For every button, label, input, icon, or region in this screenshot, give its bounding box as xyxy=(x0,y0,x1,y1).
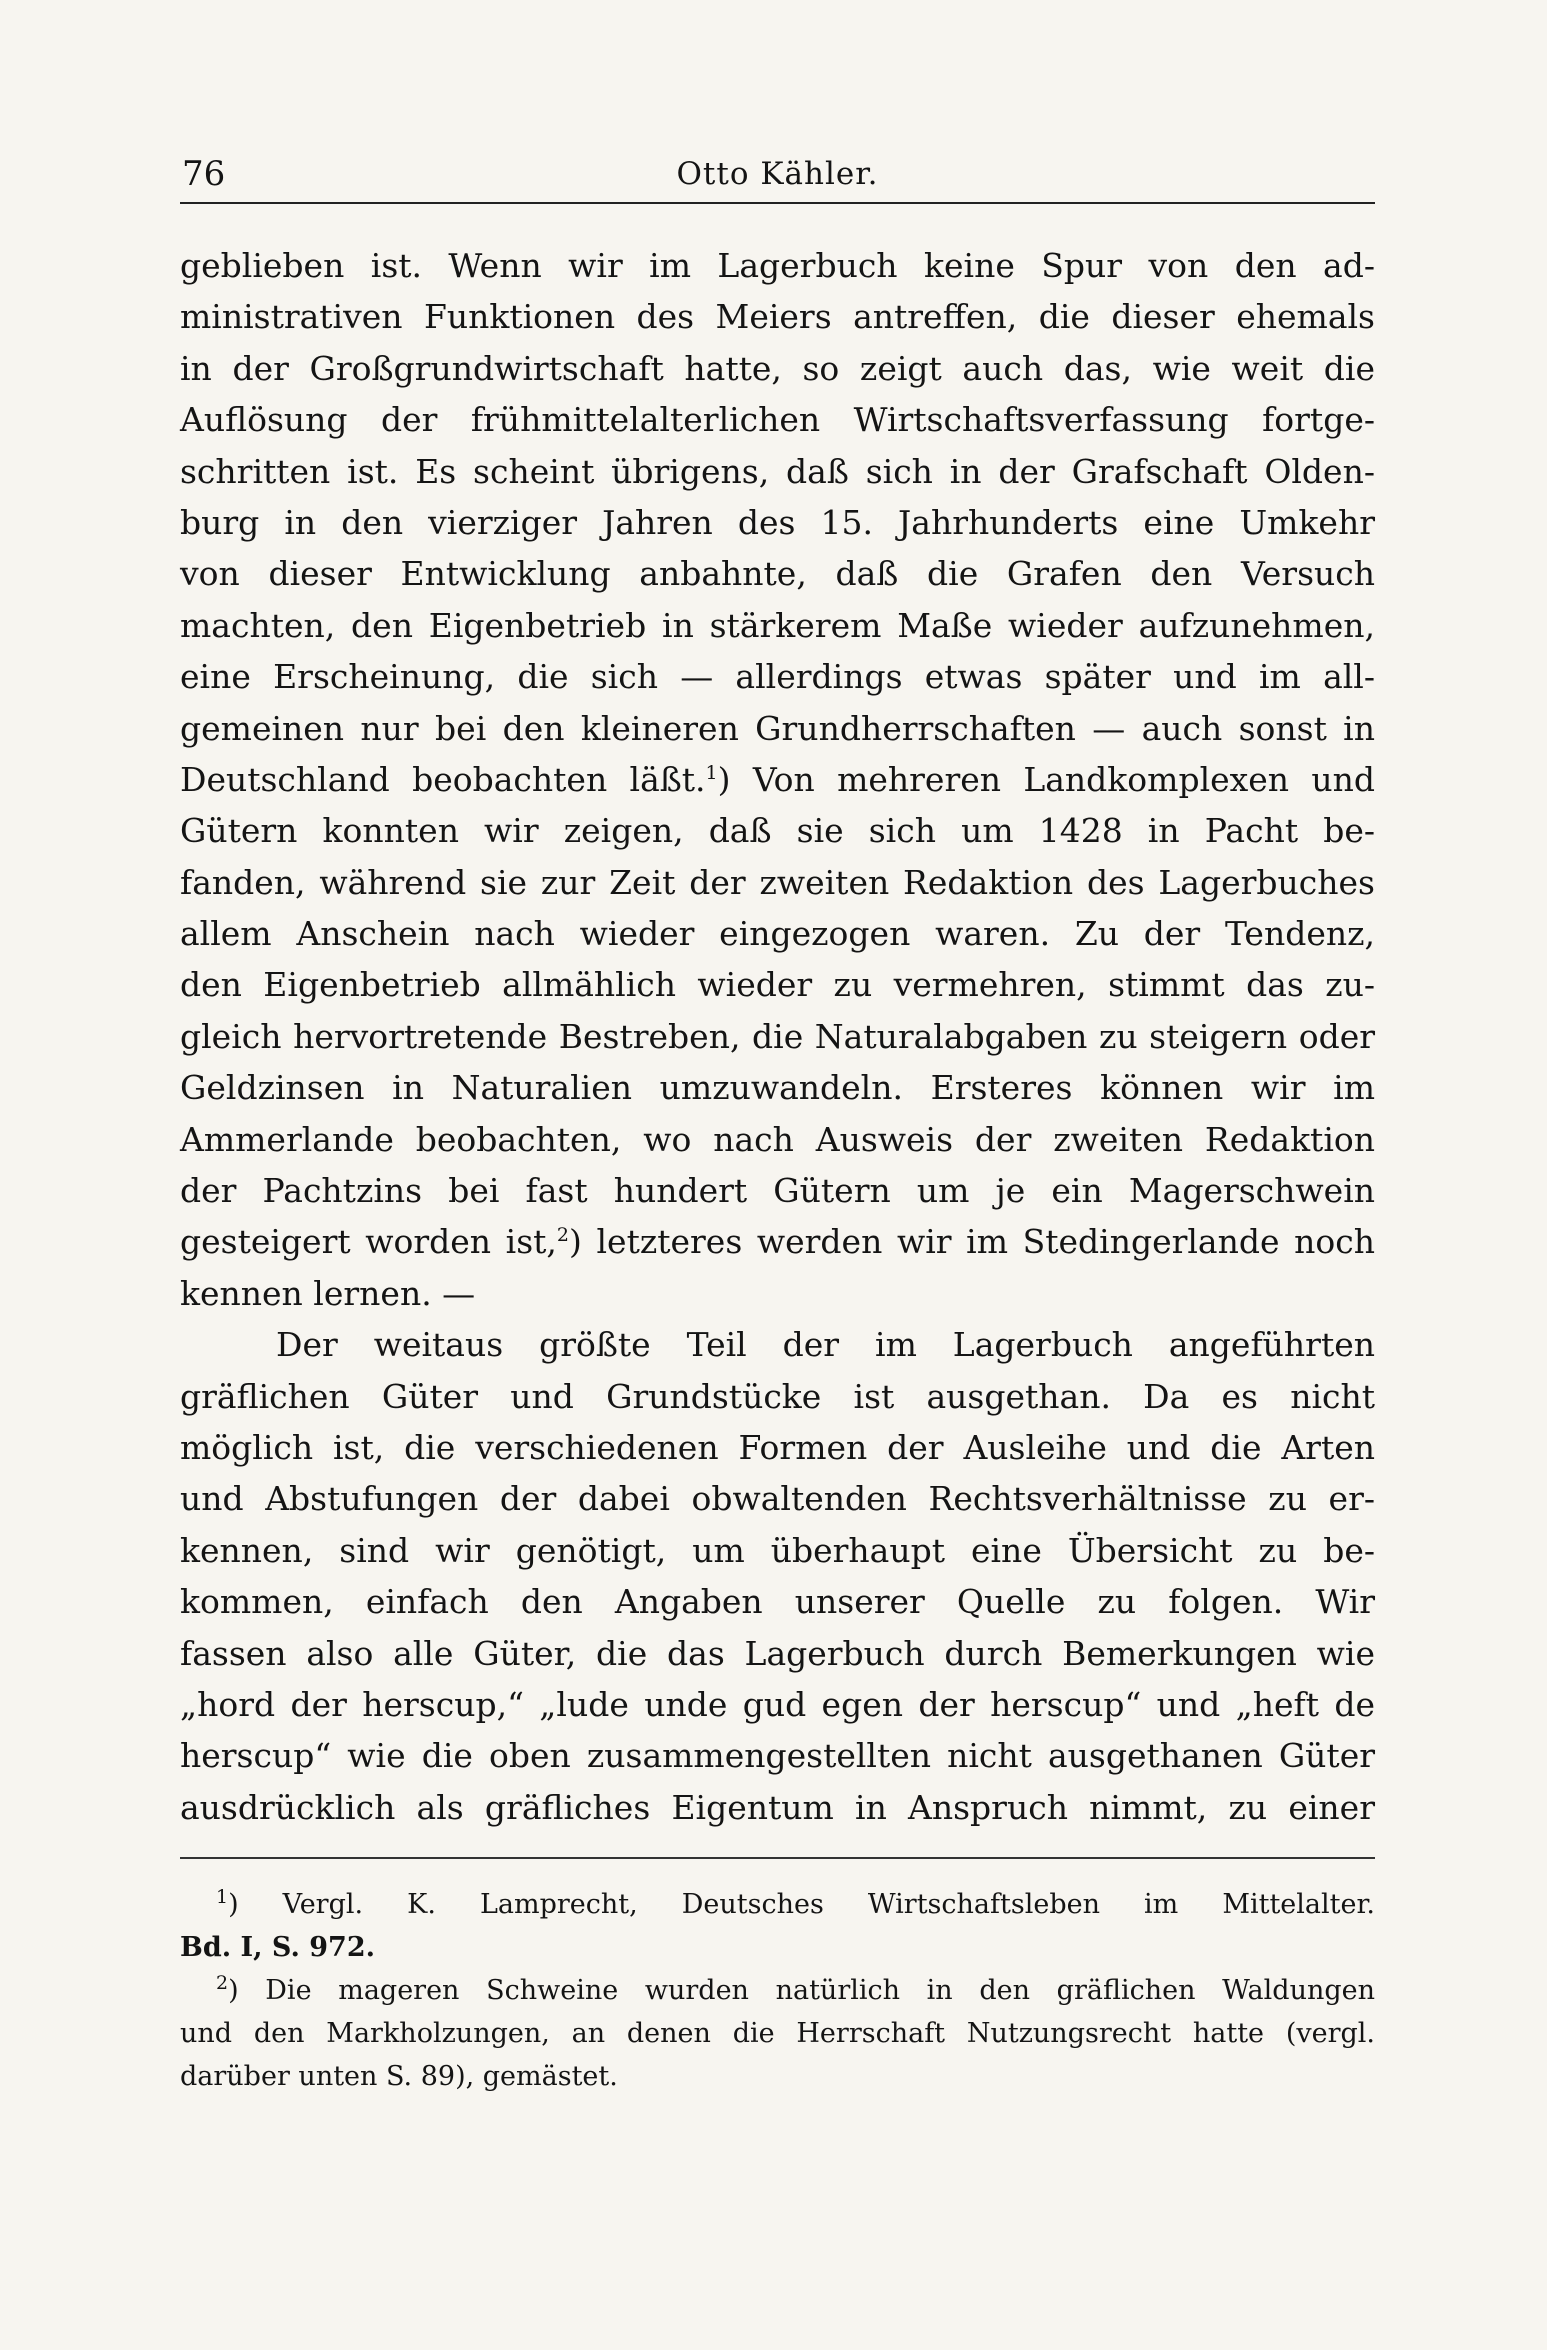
text-line: herscup“ wie die oben zusammengestellten nicht ausgethanen Güter xyxy=(180,1736,1375,1776)
text-line: schritten ist. Es scheint übrigens, daß sich in der Grafschaft Olden- xyxy=(180,451,1375,491)
running-head: Otto Kähler. xyxy=(676,156,879,192)
text-line: gleich hervortretende Bestreben, die Naturalabgaben zu steigern oder xyxy=(180,1016,1375,1056)
text-line: machten, den Eigenbetrieb in stärkerem Maße wieder aufzunehmen, xyxy=(180,605,1375,645)
footnote-reference-2[interactable]: 2 xyxy=(556,1224,569,1247)
paragraph-start-line: Der weitaus größte Teil der im Lagerbuch angeführten xyxy=(276,1325,1375,1365)
footnote-marker-1: 1 xyxy=(216,1886,229,1909)
text-segment: ) Von mehreren Landkomplexen und xyxy=(717,759,1375,799)
text-line: von dieser Entwicklung anbahnte, daß die Grafen den Versuch xyxy=(180,554,1375,594)
text-line: den Eigenbetrieb allmählich wieder zu vermehren, stimmt das zu- xyxy=(180,965,1375,1005)
text-line: gräflichen Güter und Grundstücke ist ausgethan. Da es nicht xyxy=(180,1376,1375,1416)
footnote-marker-2: 2 xyxy=(216,1972,229,1995)
text-line-with-footnote-ref xyxy=(180,754,1375,805)
footnote-2 xyxy=(180,1969,1375,2012)
page-number: 76 xyxy=(182,154,226,194)
text-segment: Deutschland beobachten läßt. xyxy=(180,759,706,799)
text-line-with-footnote-ref xyxy=(180,1216,1375,1267)
text-line: eine Erscheinung, die sich — allerdings etwas später und im all- xyxy=(180,657,1375,697)
text-line: ministrativen Funktionen des Meiers antreffen, die dieser ehemals xyxy=(180,297,1375,337)
text-line: möglich ist, die verschiedenen Formen der Ausleihe und die Arten xyxy=(180,1427,1375,1467)
text-line: kennen, sind wir genötigt, um überhaupt eine Übersicht zu be- xyxy=(180,1530,1375,1570)
text-segment: gesteigert worden ist, xyxy=(180,1222,557,1262)
footnote-reference-1[interactable]: 1 xyxy=(705,761,718,784)
text-line: gemeinen nur bei den kleineren Grundherrschaften — auch sonst in xyxy=(180,708,1375,748)
footnote-2-continuation: darüber unten S. 89), gemästet. xyxy=(180,2061,618,2093)
body-text xyxy=(180,240,1375,1833)
text-line: Gütern konnten wir zeigen, daß sie sich um 1428 in Pacht be- xyxy=(180,811,1375,851)
page-header xyxy=(180,150,1375,204)
text-line: Ammerlande beobachten, wo nach Ausweis der zweiten Redaktion xyxy=(180,1119,1375,1159)
text-line: in der Großgrundwirtschaft hatte, so zeigt auch das, wie weit die xyxy=(180,348,1375,388)
text-segment: ) letzteres werden wir im Stedingerlande noch xyxy=(569,1222,1375,1262)
text-line: ausdrücklich als gräfliches Eigentum in Anspruch nimmt, zu einer xyxy=(180,1787,1375,1827)
text-line: fanden, während sie zur Zeit der zweiten Redaktion des Lagerbuches xyxy=(180,862,1375,902)
text-line: kommen, einfach den Angaben unserer Quelle zu folgen. Wir xyxy=(180,1582,1375,1622)
footnote-text: ) Vergl. K. Lamprecht, Deutsches Wirtschaftsleben im Mittelalter. xyxy=(228,1889,1375,1921)
text-line: allem Anschein nach wieder eingezogen waren. Zu der Tendenz, xyxy=(180,914,1375,954)
text-line: Auflösung der frühmittelalterlichen Wirtschaftsverfassung fortge- xyxy=(180,400,1375,440)
text-line: und Abstufungen der dabei obwaltenden Rechtsverhältnisse zu er- xyxy=(180,1479,1375,1519)
text-line: geblieben ist. Wenn wir im Lagerbuch keine Spur von den ad- xyxy=(180,246,1375,285)
footnotes xyxy=(180,1883,1375,2098)
text-line: kennen lernen. — xyxy=(180,1273,476,1313)
text-line: burg in den vierziger Jahren des 15. Jahrhunderts eine Umkehr xyxy=(180,502,1375,542)
footnote-2-continuation: und den Markholzungen, an denen die Herrschaft Nutzungsrecht hatte (vergl. xyxy=(180,2018,1375,2050)
text-line: „hord der herscup,“ „lude unde gud egen der herscup“ und „heft de xyxy=(180,1684,1375,1724)
footnote-text: ) Die mageren Schweine wurden natürlich in den gräflichen Waldungen xyxy=(228,1975,1375,2007)
footnote-divider xyxy=(180,1857,1375,1859)
footnote-1-continuation: Bd. I, S. 972. xyxy=(180,1932,376,1964)
footnote-1 xyxy=(180,1883,1375,1926)
text-line: der Pachtzins bei fast hundert Gütern um je ein Magerschwein xyxy=(180,1171,1375,1211)
text-line: fassen also alle Güter, die das Lagerbuch durch Bemerkungen wie xyxy=(180,1633,1375,1673)
book-page xyxy=(180,150,1375,2098)
text-line: Geldzinsen in Naturalien umzuwandeln. Ersteres können wir im xyxy=(180,1068,1375,1108)
